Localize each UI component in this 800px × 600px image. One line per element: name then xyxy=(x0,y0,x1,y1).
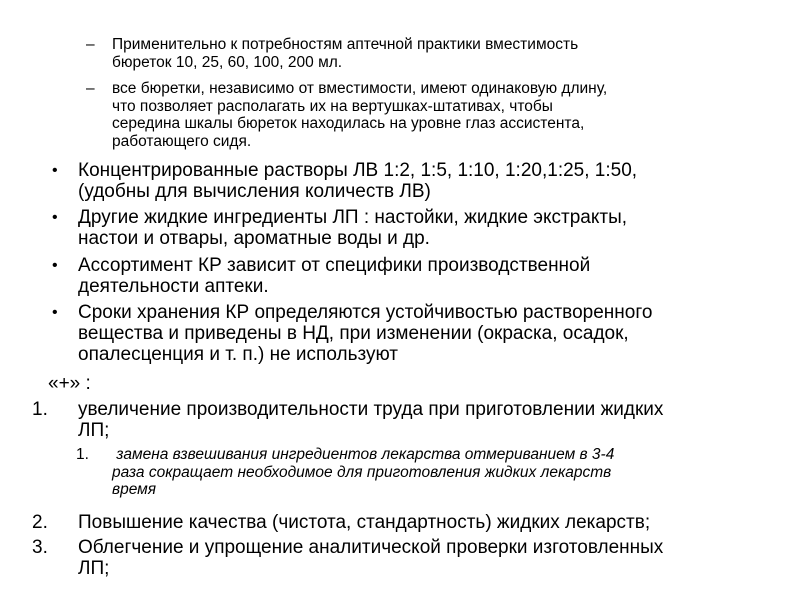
bullet-other-ingredients xyxy=(52,207,778,249)
number-marker: 1. xyxy=(76,446,89,463)
text-line: деятельности аптеки. xyxy=(78,276,269,297)
text-line: Облегчение и упрощение аналитической проверки изготовленных xyxy=(78,537,664,558)
text-line: Повышение качества (чистота, стандартность) жидких лекарств; xyxy=(78,512,651,533)
dash-marker: – xyxy=(86,36,95,53)
bullet-marker: • xyxy=(52,162,58,179)
text-line: работающего сидя. xyxy=(112,132,252,150)
text-line: Сроки хранения КР определяются устойчивостью растворенного xyxy=(78,302,653,323)
dash-marker: – xyxy=(86,80,95,97)
text-line: раза сокращает необходимое для приготовления жидких лекарств xyxy=(112,463,612,481)
text-line: замена взвешивания ингредиентов лекарства отмериванием в 3-4 xyxy=(112,446,615,463)
text-line: бюреток 10, 25, 60, 100, 200 мл. xyxy=(112,53,343,71)
sub-item-burette-capacity xyxy=(86,36,752,71)
text-line: настои и отвары, ароматные воды и др. xyxy=(78,228,430,249)
text-line: (удобны для вычисления количеств ЛВ) xyxy=(78,181,431,202)
number-marker: 2. xyxy=(32,512,48,533)
numbered-item-3 xyxy=(32,537,778,579)
text-line: опалесценция и т. п.) не используют xyxy=(78,344,398,365)
text-line: Применительно к потребностям аптечной практики вместимость xyxy=(112,36,579,53)
text-line: Другие жидкие ингредиенты ЛП : настойки, жидкие экстракты, xyxy=(78,207,628,228)
numbered-item-2 xyxy=(32,512,778,533)
bullet-marker: • xyxy=(52,209,58,226)
bullet-assortment xyxy=(52,255,778,297)
text-line: ЛП; xyxy=(78,420,110,441)
text-line: вещества и приведены в НД, при изменении (окраска, осадок, xyxy=(78,323,629,344)
numbered-item-1 xyxy=(32,399,778,441)
text-line: увеличение производительности труда при приготовлении жидких xyxy=(78,399,664,420)
text-line: время xyxy=(112,481,157,498)
text-line: все бюретки, независимо от вместимости, имеют одинаковую длину, xyxy=(112,80,608,97)
bullet-marker: • xyxy=(52,304,58,321)
text-line: Концентрированные растворы ЛВ 1:2, 1:5, 1:10, 1:20,1:25, 1:50, xyxy=(78,160,638,181)
plus-heading: «+» : xyxy=(48,373,91,394)
text-line: Ассортимент КР зависит от специфики производственной xyxy=(78,255,591,276)
bullet-marker: • xyxy=(52,257,58,274)
sub-numbered-item-1 xyxy=(76,446,762,499)
bullet-storage-terms xyxy=(52,302,778,365)
sub-item-burette-length xyxy=(86,80,752,150)
text-line: ЛП; xyxy=(78,558,110,579)
text-line: что позволяет располагать их на вертушках-штативах, чтобы xyxy=(112,97,553,115)
bullet-concentrated-solutions xyxy=(52,160,778,202)
number-marker: 3. xyxy=(32,537,48,558)
number-marker: 1. xyxy=(32,399,48,420)
text-line: середина шкалы бюреток находилась на уровне глаз ассистента, xyxy=(112,115,585,132)
